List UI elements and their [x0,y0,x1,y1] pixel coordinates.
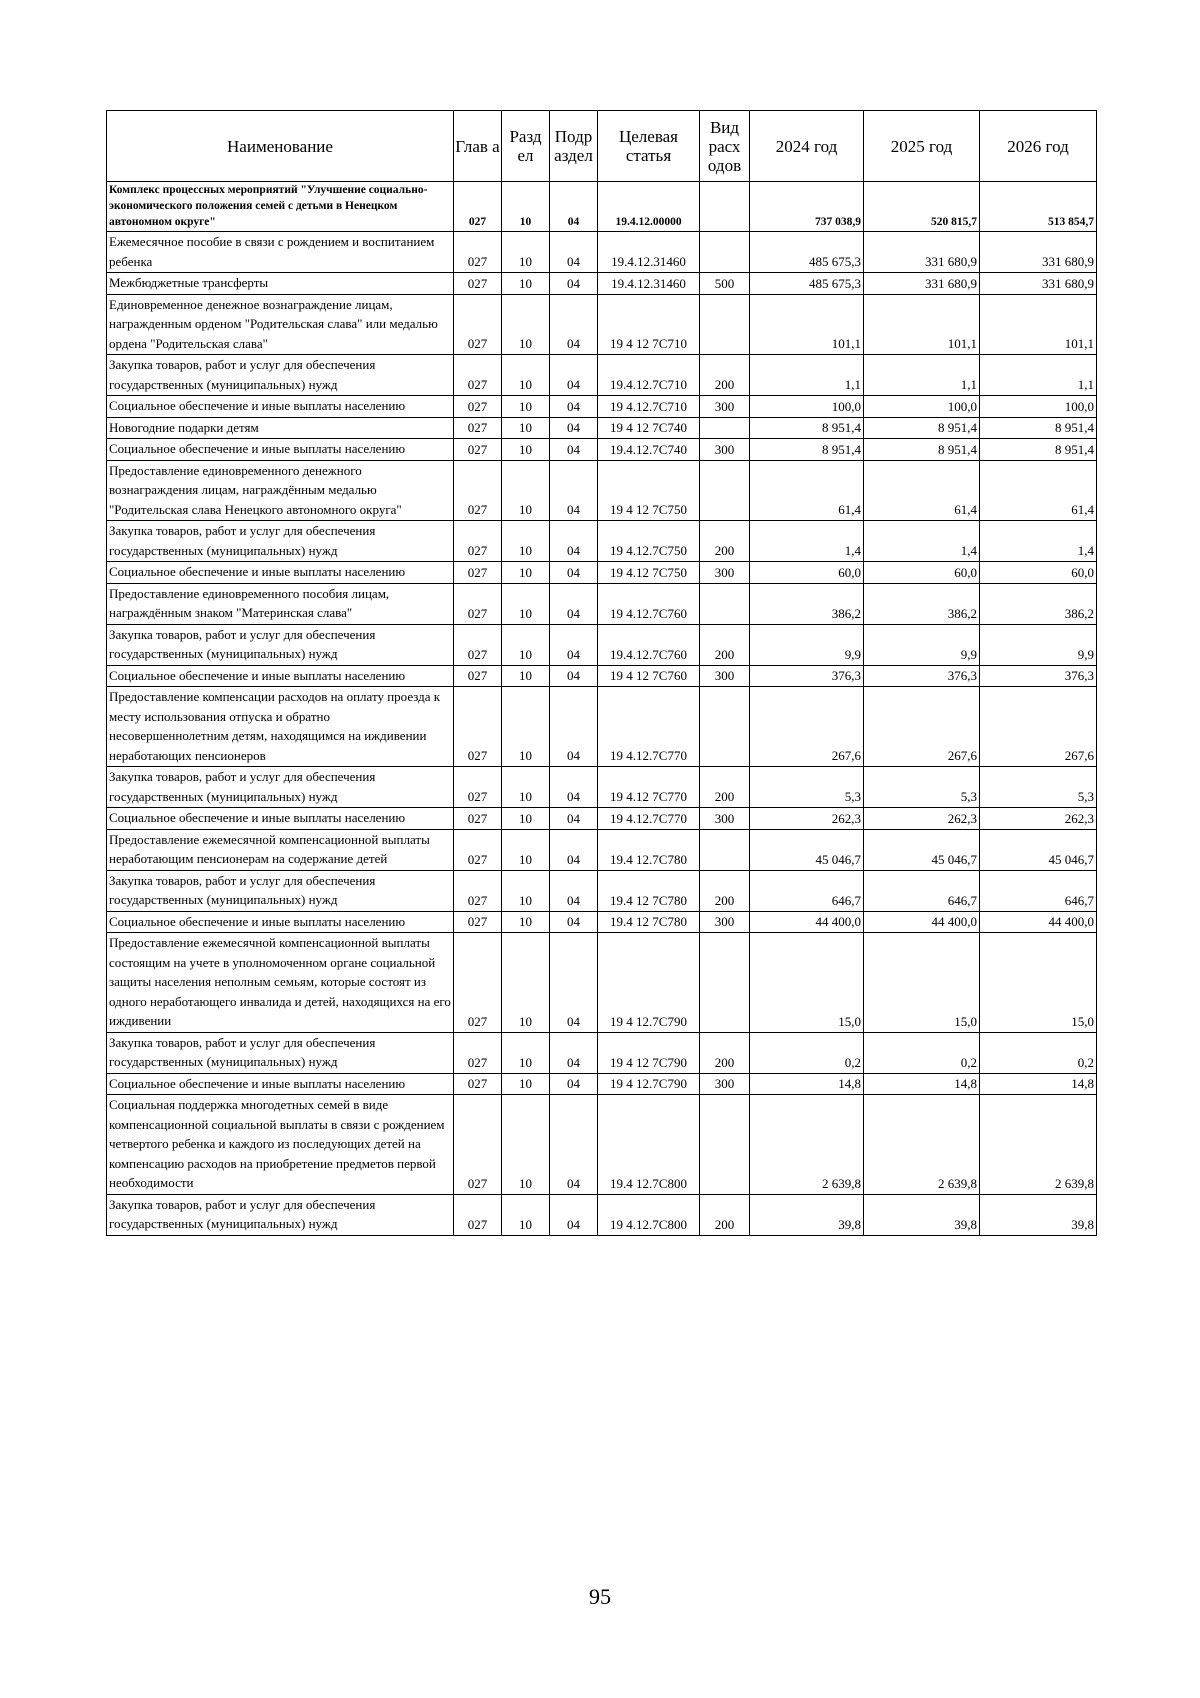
cell-podrazdel: 04 [550,396,598,418]
cell-vid: 300 [700,911,750,933]
cell-podrazdel: 04 [550,933,598,1033]
table-row [107,687,1097,767]
cell-glava: 027 [454,1095,502,1195]
cell-razdel: 10 [502,355,550,396]
table-row [107,870,1097,911]
cell-razdel: 10 [502,767,550,808]
cell-2026: 5,3 [980,767,1097,808]
table-body [107,182,1097,1236]
cell-2026: 331 680,9 [980,273,1097,295]
cell-2025: 331 680,9 [864,232,980,273]
cell-glava: 027 [454,911,502,933]
cell-2026: 8 951,4 [980,439,1097,461]
cell-2026: 1,1 [980,355,1097,396]
cell-name: Закупка товаров, работ и услуг для обеспечения государственных (муниципальных) нужд [107,355,454,396]
cell-podrazdel: 04 [550,870,598,911]
table-row [107,521,1097,562]
header-podrazdel: Подр аздел [550,111,598,182]
cell-2026: 61,4 [980,460,1097,521]
cell-razdel: 10 [502,460,550,521]
table-row [107,232,1097,273]
table-row [107,182,1097,232]
cell-glava: 027 [454,355,502,396]
cell-name: Закупка товаров, работ и услуг для обеспечения государственных (муниципальных) нужд [107,1194,454,1235]
cell-2026: 1,4 [980,521,1097,562]
cell-podrazdel: 04 [550,829,598,870]
cell-2026: 2 639,8 [980,1095,1097,1195]
cell-podrazdel: 04 [550,355,598,396]
cell-target: 19 4.12.7С760 [598,583,700,624]
table-row [107,911,1097,933]
cell-vid [700,583,750,624]
header-2026: 2026 год [980,111,1097,182]
cell-razdel: 10 [502,417,550,439]
cell-2026: 8 951,4 [980,417,1097,439]
cell-glava: 027 [454,562,502,584]
cell-target: 19.4 12 7С780 [598,911,700,933]
cell-2024: 1,4 [750,521,864,562]
cell-podrazdel: 04 [550,1194,598,1235]
cell-glava: 027 [454,273,502,295]
table-row [107,1073,1097,1095]
cell-target: 19 4 12 7С740 [598,417,700,439]
cell-2024: 1,1 [750,355,864,396]
cell-2025: 1,4 [864,521,980,562]
cell-podrazdel: 04 [550,460,598,521]
cell-razdel: 10 [502,396,550,418]
cell-2024: 8 951,4 [750,439,864,461]
cell-name: Предоставление ежемесячной компенсационной выплаты неработающим пенсионерам на содержание детей [107,829,454,870]
cell-razdel: 10 [502,1194,550,1235]
cell-razdel: 10 [502,182,550,232]
cell-2026: 331 680,9 [980,232,1097,273]
cell-vid: 200 [700,355,750,396]
cell-target: 19 4 12.7С790 [598,1073,700,1095]
cell-vid: 200 [700,1032,750,1073]
cell-vid [700,417,750,439]
cell-2024: 267,6 [750,687,864,767]
cell-vid [700,687,750,767]
cell-razdel: 10 [502,870,550,911]
cell-name: Социальная поддержка многодетных семей в виде компенсационной социальной выплаты в связи с рождением четвертого ребенка и каждого из последующих детей на компенсацию расходов на приобретение предметов первой необходимости [107,1095,454,1195]
cell-2025: 45 046,7 [864,829,980,870]
cell-vid: 200 [700,624,750,665]
cell-podrazdel: 04 [550,808,598,830]
cell-vid: 500 [700,273,750,295]
cell-glava: 027 [454,829,502,870]
cell-2026: 9,9 [980,624,1097,665]
table-row [107,1095,1097,1195]
cell-2025: 9,9 [864,624,980,665]
cell-2025: 262,3 [864,808,980,830]
header-2024: 2024 год [750,111,864,182]
cell-2024: 2 639,8 [750,1095,864,1195]
cell-name: Социальное обеспечение и иные выплаты населению [107,439,454,461]
cell-razdel: 10 [502,624,550,665]
cell-glava: 027 [454,460,502,521]
header-vid: Вид расх одов [700,111,750,182]
cell-glava: 027 [454,396,502,418]
cell-2024: 14,8 [750,1073,864,1095]
cell-2024: 9,9 [750,624,864,665]
cell-2025: 5,3 [864,767,980,808]
cell-vid: 300 [700,1073,750,1095]
table-row [107,562,1097,584]
cell-2026: 60,0 [980,562,1097,584]
cell-2024: 39,8 [750,1194,864,1235]
cell-2024: 8 951,4 [750,417,864,439]
cell-vid [700,294,750,355]
cell-2025: 386,2 [864,583,980,624]
cell-target: 19.4.12.31460 [598,273,700,295]
cell-2025: 8 951,4 [864,417,980,439]
cell-2025: 0,2 [864,1032,980,1073]
cell-target: 19 4.12.7С800 [598,1194,700,1235]
cell-name: Социальное обеспечение и иные выплаты населению [107,562,454,584]
cell-razdel: 10 [502,808,550,830]
header-glava: Глав а [454,111,502,182]
cell-razdel: 10 [502,829,550,870]
cell-target: 19 4 12 7С750 [598,460,700,521]
cell-razdel: 10 [502,1095,550,1195]
page-number: 95 [589,1584,611,1609]
cell-podrazdel: 04 [550,687,598,767]
cell-2024: 386,2 [750,583,864,624]
cell-glava: 027 [454,1073,502,1095]
cell-target: 19.4.12.7С740 [598,439,700,461]
cell-glava: 027 [454,182,502,232]
cell-glava: 027 [454,439,502,461]
cell-target: 19 4 12 7С790 [598,1032,700,1073]
cell-vid: 200 [700,767,750,808]
cell-2026: 100,0 [980,396,1097,418]
cell-name: Закупка товаров, работ и услуг для обеспечения государственных (муниципальных) нужд [107,1032,454,1073]
cell-razdel: 10 [502,1073,550,1095]
header-2025: 2025 год [864,111,980,182]
cell-name: Социальное обеспечение и иные выплаты населению [107,1073,454,1095]
cell-name: Новогодние подарки детям [107,417,454,439]
cell-razdel: 10 [502,232,550,273]
cell-2024: 485 675,3 [750,232,864,273]
cell-2025: 14,8 [864,1073,980,1095]
cell-name: Социальное обеспечение и иные выплаты населению [107,808,454,830]
cell-2024: 262,3 [750,808,864,830]
cell-razdel: 10 [502,911,550,933]
cell-vid [700,829,750,870]
cell-2026: 39,8 [980,1194,1097,1235]
cell-2025: 520 815,7 [864,182,980,232]
cell-glava: 027 [454,417,502,439]
cell-name: Предоставление ежемесячной компенсационной выплаты состоящим на учете в уполномоченном органе социальной защиты населения неполным семьям, которые состоят из одного неработающего инвалида и детей, находящихся на его иждивении [107,933,454,1033]
cell-target: 19 4 12.7С790 [598,933,700,1033]
cell-vid: 300 [700,439,750,461]
table-row [107,829,1097,870]
cell-razdel: 10 [502,439,550,461]
cell-podrazdel: 04 [550,182,598,232]
cell-razdel: 10 [502,687,550,767]
cell-podrazdel: 04 [550,1095,598,1195]
cell-2026: 101,1 [980,294,1097,355]
cell-podrazdel: 04 [550,1032,598,1073]
cell-vid [700,182,750,232]
cell-target: 19 4.12.7С770 [598,808,700,830]
table-header [107,111,1097,182]
cell-vid [700,460,750,521]
cell-name: Комплекс процессных мероприятий "Улучшение социально-экономического положения семей с детьми в Ненецком автономном округе" [107,182,454,232]
cell-2026: 0,2 [980,1032,1097,1073]
cell-target: 19 4 12 7С760 [598,665,700,687]
cell-glava: 027 [454,294,502,355]
cell-razdel: 10 [502,1032,550,1073]
table-row [107,808,1097,830]
cell-2025: 61,4 [864,460,980,521]
cell-name: Межбюджетные трансферты [107,273,454,295]
table-row [107,439,1097,461]
cell-glava: 027 [454,624,502,665]
budget-table [106,110,1097,1236]
cell-2025: 60,0 [864,562,980,584]
cell-name: Социальное обеспечение и иные выплаты населению [107,911,454,933]
cell-name: Социальное обеспечение и иные выплаты населению [107,665,454,687]
table-row [107,583,1097,624]
cell-2024: 100,0 [750,396,864,418]
cell-2024: 376,3 [750,665,864,687]
cell-2025: 100,0 [864,396,980,418]
cell-2024: 44 400,0 [750,911,864,933]
cell-2025: 1,1 [864,355,980,396]
cell-target: 19.4.12.31460 [598,232,700,273]
cell-target: 19.4 12 7С780 [598,870,700,911]
cell-vid: 200 [700,1194,750,1235]
cell-2025: 646,7 [864,870,980,911]
cell-razdel: 10 [502,933,550,1033]
cell-2024: 60,0 [750,562,864,584]
cell-vid: 300 [700,808,750,830]
cell-vid: 200 [700,870,750,911]
cell-glava: 027 [454,687,502,767]
cell-podrazdel: 04 [550,562,598,584]
cell-razdel: 10 [502,665,550,687]
cell-glava: 027 [454,870,502,911]
cell-podrazdel: 04 [550,767,598,808]
cell-2024: 0,2 [750,1032,864,1073]
cell-podrazdel: 04 [550,417,598,439]
cell-name: Ежемесячное пособие в связи с рождением и воспитанием ребенка [107,232,454,273]
page [106,110,1096,1236]
cell-podrazdel: 04 [550,439,598,461]
cell-podrazdel: 04 [550,273,598,295]
cell-glava: 027 [454,767,502,808]
cell-target: 19.4.12.00000 [598,182,700,232]
cell-podrazdel: 04 [550,583,598,624]
cell-name: Единовременное денежное вознаграждение лицам, награжденным орденом "Родительская слава" или медалью ордена "Родительская слава" [107,294,454,355]
cell-name: Предоставление компенсации расходов на оплату проезда к месту использования отпуска и обратно несовершеннолетним детям, находящимся на иждивении неработающих пенсионеров [107,687,454,767]
cell-vid: 300 [700,665,750,687]
cell-2026: 646,7 [980,870,1097,911]
table-row [107,273,1097,295]
cell-vid: 300 [700,562,750,584]
cell-2024: 101,1 [750,294,864,355]
cell-2025: 331 680,9 [864,273,980,295]
cell-vid [700,933,750,1033]
cell-razdel: 10 [502,562,550,584]
cell-razdel: 10 [502,294,550,355]
cell-2025: 8 951,4 [864,439,980,461]
cell-2026: 513 854,7 [980,182,1097,232]
table-row [107,460,1097,521]
cell-glava: 027 [454,1194,502,1235]
cell-target: 19.4 12.7С800 [598,1095,700,1195]
cell-podrazdel: 04 [550,1073,598,1095]
cell-glava: 027 [454,1032,502,1073]
table-row [107,624,1097,665]
cell-razdel: 10 [502,521,550,562]
header-target: Целевая статья [598,111,700,182]
cell-glava: 027 [454,665,502,687]
cell-vid [700,1095,750,1195]
table-row [107,665,1097,687]
cell-glava: 027 [454,808,502,830]
cell-podrazdel: 04 [550,294,598,355]
cell-name: Закупка товаров, работ и услуг для обеспечения государственных (муниципальных) нужд [107,767,454,808]
cell-vid: 200 [700,521,750,562]
cell-target: 19.4.12.7С760 [598,624,700,665]
cell-2025: 101,1 [864,294,980,355]
table-row [107,933,1097,1033]
cell-target: 19.4 12.7С780 [598,829,700,870]
cell-2024: 61,4 [750,460,864,521]
header-razdel: Разд ел [502,111,550,182]
cell-2026: 376,3 [980,665,1097,687]
cell-podrazdel: 04 [550,232,598,273]
cell-2025: 44 400,0 [864,911,980,933]
cell-podrazdel: 04 [550,665,598,687]
cell-glava: 027 [454,933,502,1033]
header-name: Наименование [107,111,454,182]
cell-2026: 45 046,7 [980,829,1097,870]
cell-2026: 44 400,0 [980,911,1097,933]
table-row [107,294,1097,355]
table-row [107,1032,1097,1073]
cell-2026: 15,0 [980,933,1097,1033]
cell-2024: 15,0 [750,933,864,1033]
cell-glava: 027 [454,583,502,624]
cell-name: Закупка товаров, работ и услуг для обеспечения государственных (муниципальных) нужд [107,521,454,562]
cell-target: 19.4.12.7С710 [598,355,700,396]
cell-target: 19 4.12.7С750 [598,521,700,562]
cell-podrazdel: 04 [550,624,598,665]
cell-target: 19 4 12 7С710 [598,294,700,355]
cell-2025: 2 639,8 [864,1095,980,1195]
cell-vid: 300 [700,396,750,418]
cell-vid [700,232,750,273]
cell-2024: 737 038,9 [750,182,864,232]
cell-2024: 5,3 [750,767,864,808]
cell-2026: 14,8 [980,1073,1097,1095]
cell-2025: 39,8 [864,1194,980,1235]
cell-name: Закупка товаров, работ и услуг для обеспечения государственных (муниципальных) нужд [107,624,454,665]
cell-2024: 45 046,7 [750,829,864,870]
cell-2025: 267,6 [864,687,980,767]
cell-razdel: 10 [502,273,550,295]
cell-podrazdel: 04 [550,521,598,562]
cell-2026: 267,6 [980,687,1097,767]
cell-2024: 646,7 [750,870,864,911]
cell-2024: 485 675,3 [750,273,864,295]
cell-name: Предоставление единовременного пособия лицам, награждённым знаком "Материнская слава" [107,583,454,624]
cell-name: Социальное обеспечение и иные выплаты населению [107,396,454,418]
cell-2026: 386,2 [980,583,1097,624]
cell-name: Предоставление единовременного денежного вознаграждения лицам, награждённым медалью "Родительская слава Ненецкого автономного округа" [107,460,454,521]
cell-target: 19 4.12.7С770 [598,687,700,767]
table-row [107,396,1097,418]
cell-glava: 027 [454,232,502,273]
cell-target: 19 4.12 7С750 [598,562,700,584]
table-row [107,1194,1097,1235]
cell-podrazdel: 04 [550,911,598,933]
table-row [107,355,1097,396]
cell-2025: 15,0 [864,933,980,1033]
cell-2025: 376,3 [864,665,980,687]
cell-name: Закупка товаров, работ и услуг для обеспечения государственных (муниципальных) нужд [107,870,454,911]
cell-glava: 027 [454,521,502,562]
table-row [107,767,1097,808]
cell-2026: 262,3 [980,808,1097,830]
table-row [107,417,1097,439]
cell-target: 19 4.12.7С710 [598,396,700,418]
cell-razdel: 10 [502,583,550,624]
cell-target: 19 4.12 7С770 [598,767,700,808]
